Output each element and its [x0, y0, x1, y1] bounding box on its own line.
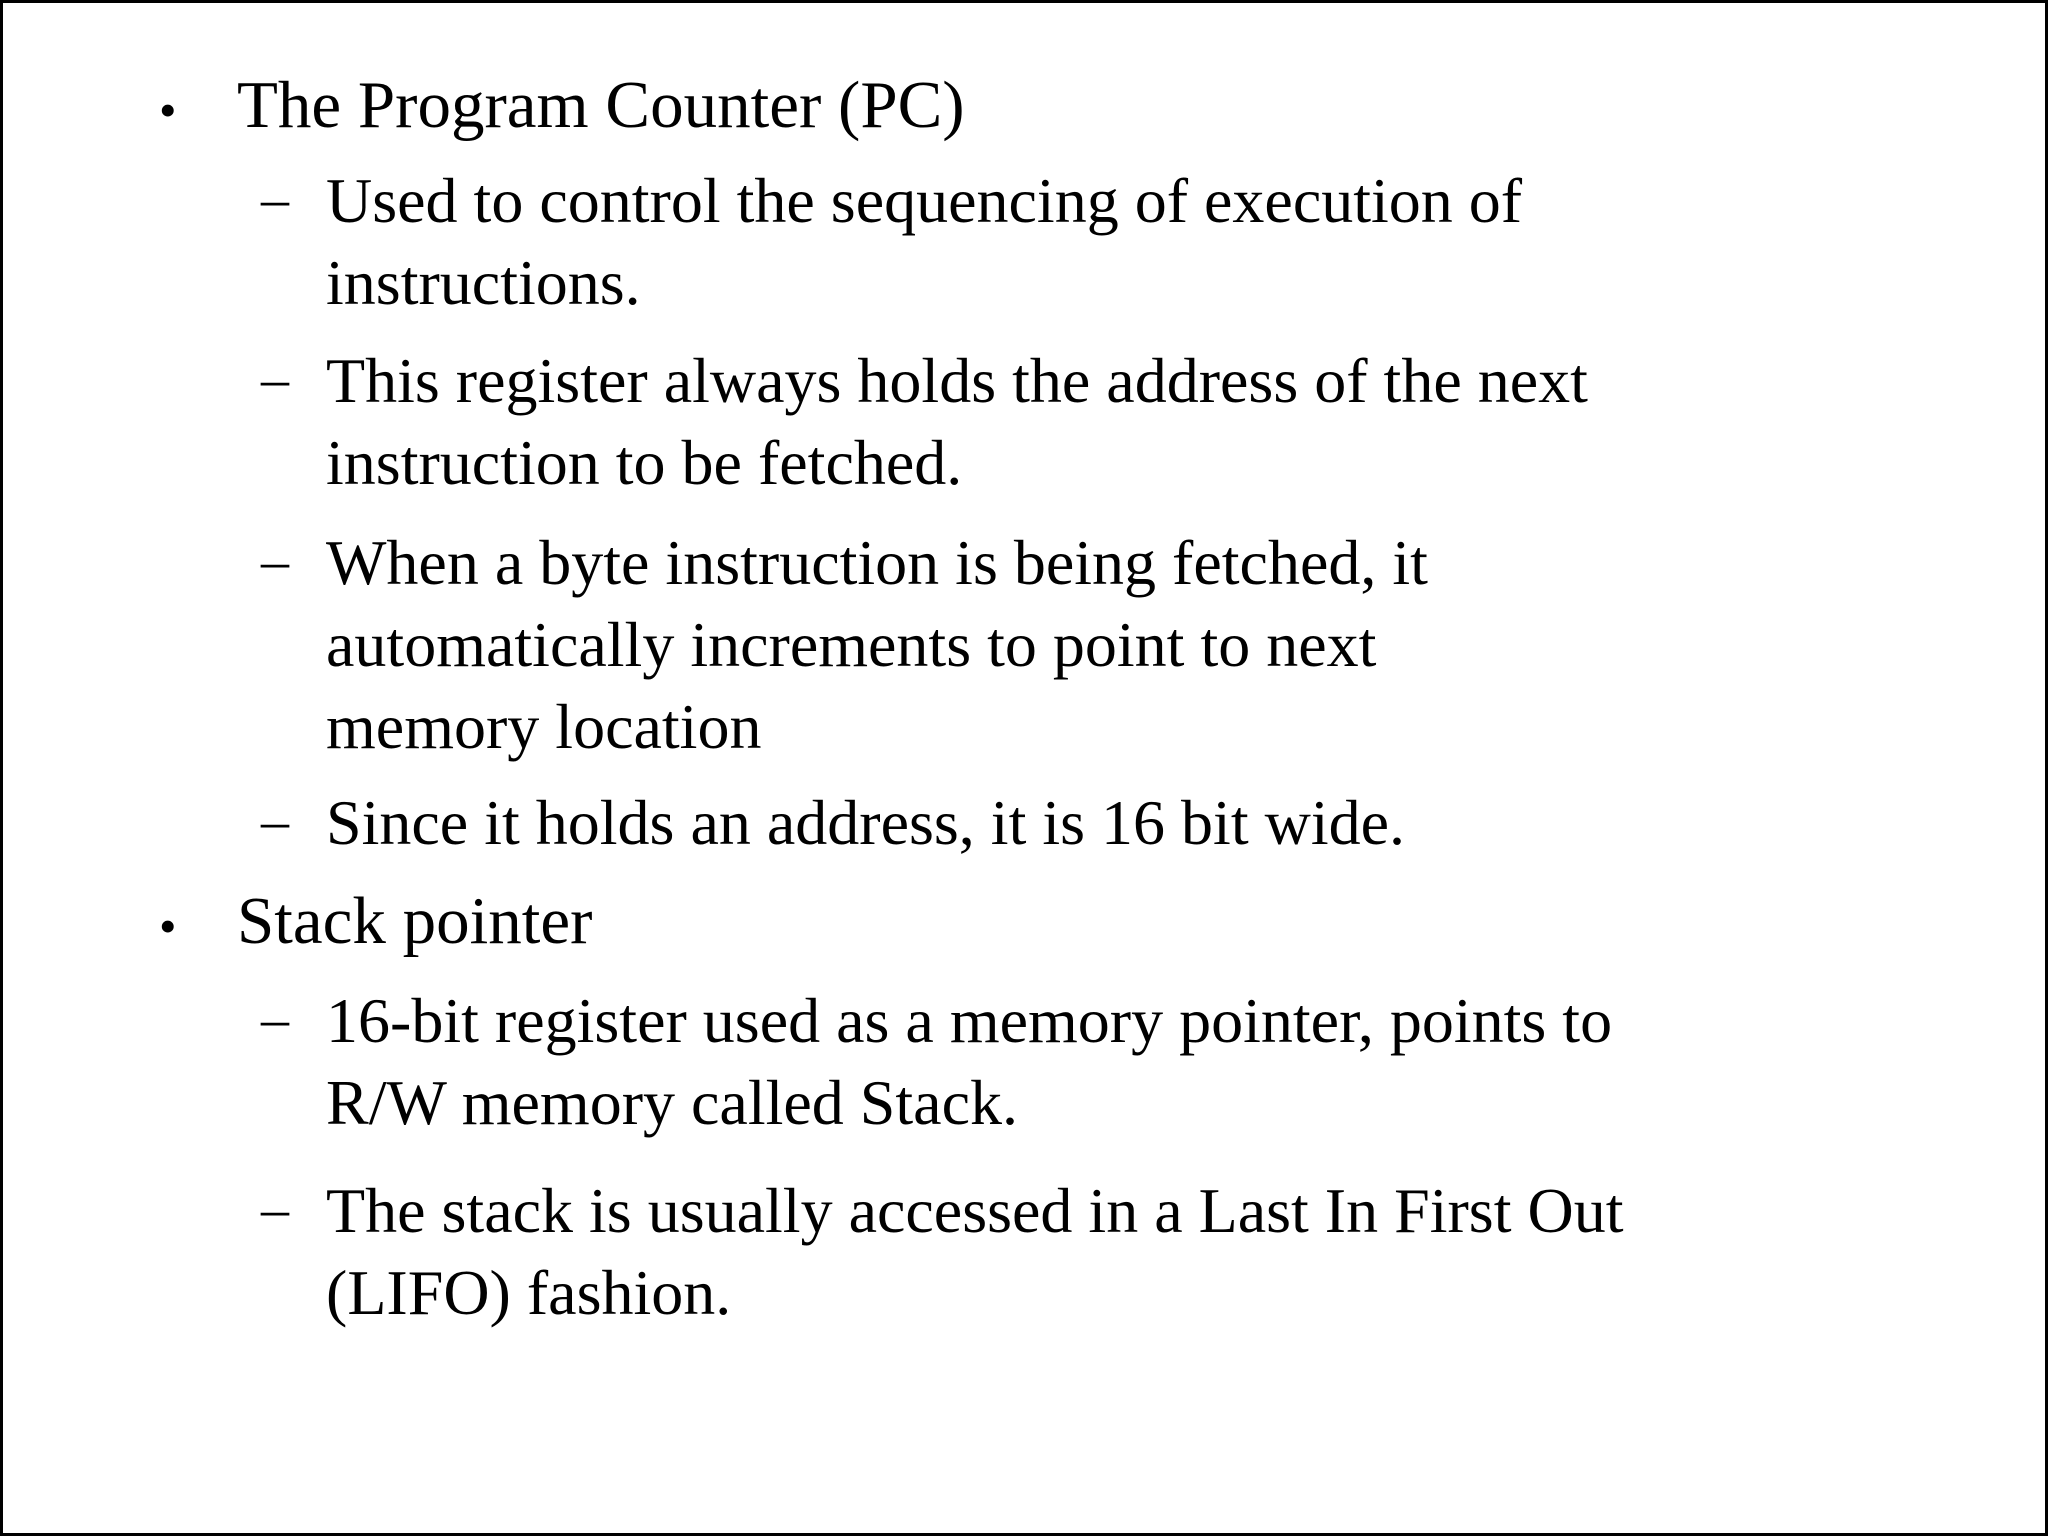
sub-item-line: When a byte instruction is being fetched, it — [326, 527, 1428, 598]
dash-icon: – — [261, 530, 289, 592]
dash-icon: – — [261, 790, 289, 852]
dash-icon: – — [261, 348, 289, 410]
sub-item-line: instruction to be fetched. — [326, 427, 963, 498]
dash-icon: – — [261, 168, 289, 230]
sub-item-line: The stack is usually accessed in a Last In First Out — [326, 1175, 1624, 1246]
sub-item-line: instructions. — [326, 247, 641, 318]
sub-item-line: (LIFO) fashion. — [326, 1257, 732, 1328]
sub-item-line: memory location — [326, 691, 762, 762]
sub-item-line: 16-bit register used as a memory pointer, points to — [326, 985, 1613, 1056]
bullet-icon: • — [159, 898, 177, 954]
slide-content — [3, 3, 2048, 1536]
sub-item-line: This register always holds the address of the next — [326, 345, 1588, 416]
bullet-icon: • — [159, 82, 177, 138]
bullet-heading-program-counter: The Program Counter (PC) — [237, 68, 965, 142]
dash-icon: – — [261, 988, 289, 1050]
sub-item-line: automatically increments to point to next — [326, 609, 1377, 680]
sub-item-line: Since it holds an address, it is 16 bit wide. — [326, 787, 1405, 858]
sub-item-line: Used to control the sequencing of execution of — [326, 165, 1523, 236]
bullet-heading-stack-pointer: Stack pointer — [237, 884, 593, 958]
sub-item-line: R/W memory called Stack. — [326, 1067, 1018, 1138]
dash-icon: – — [261, 1178, 289, 1240]
